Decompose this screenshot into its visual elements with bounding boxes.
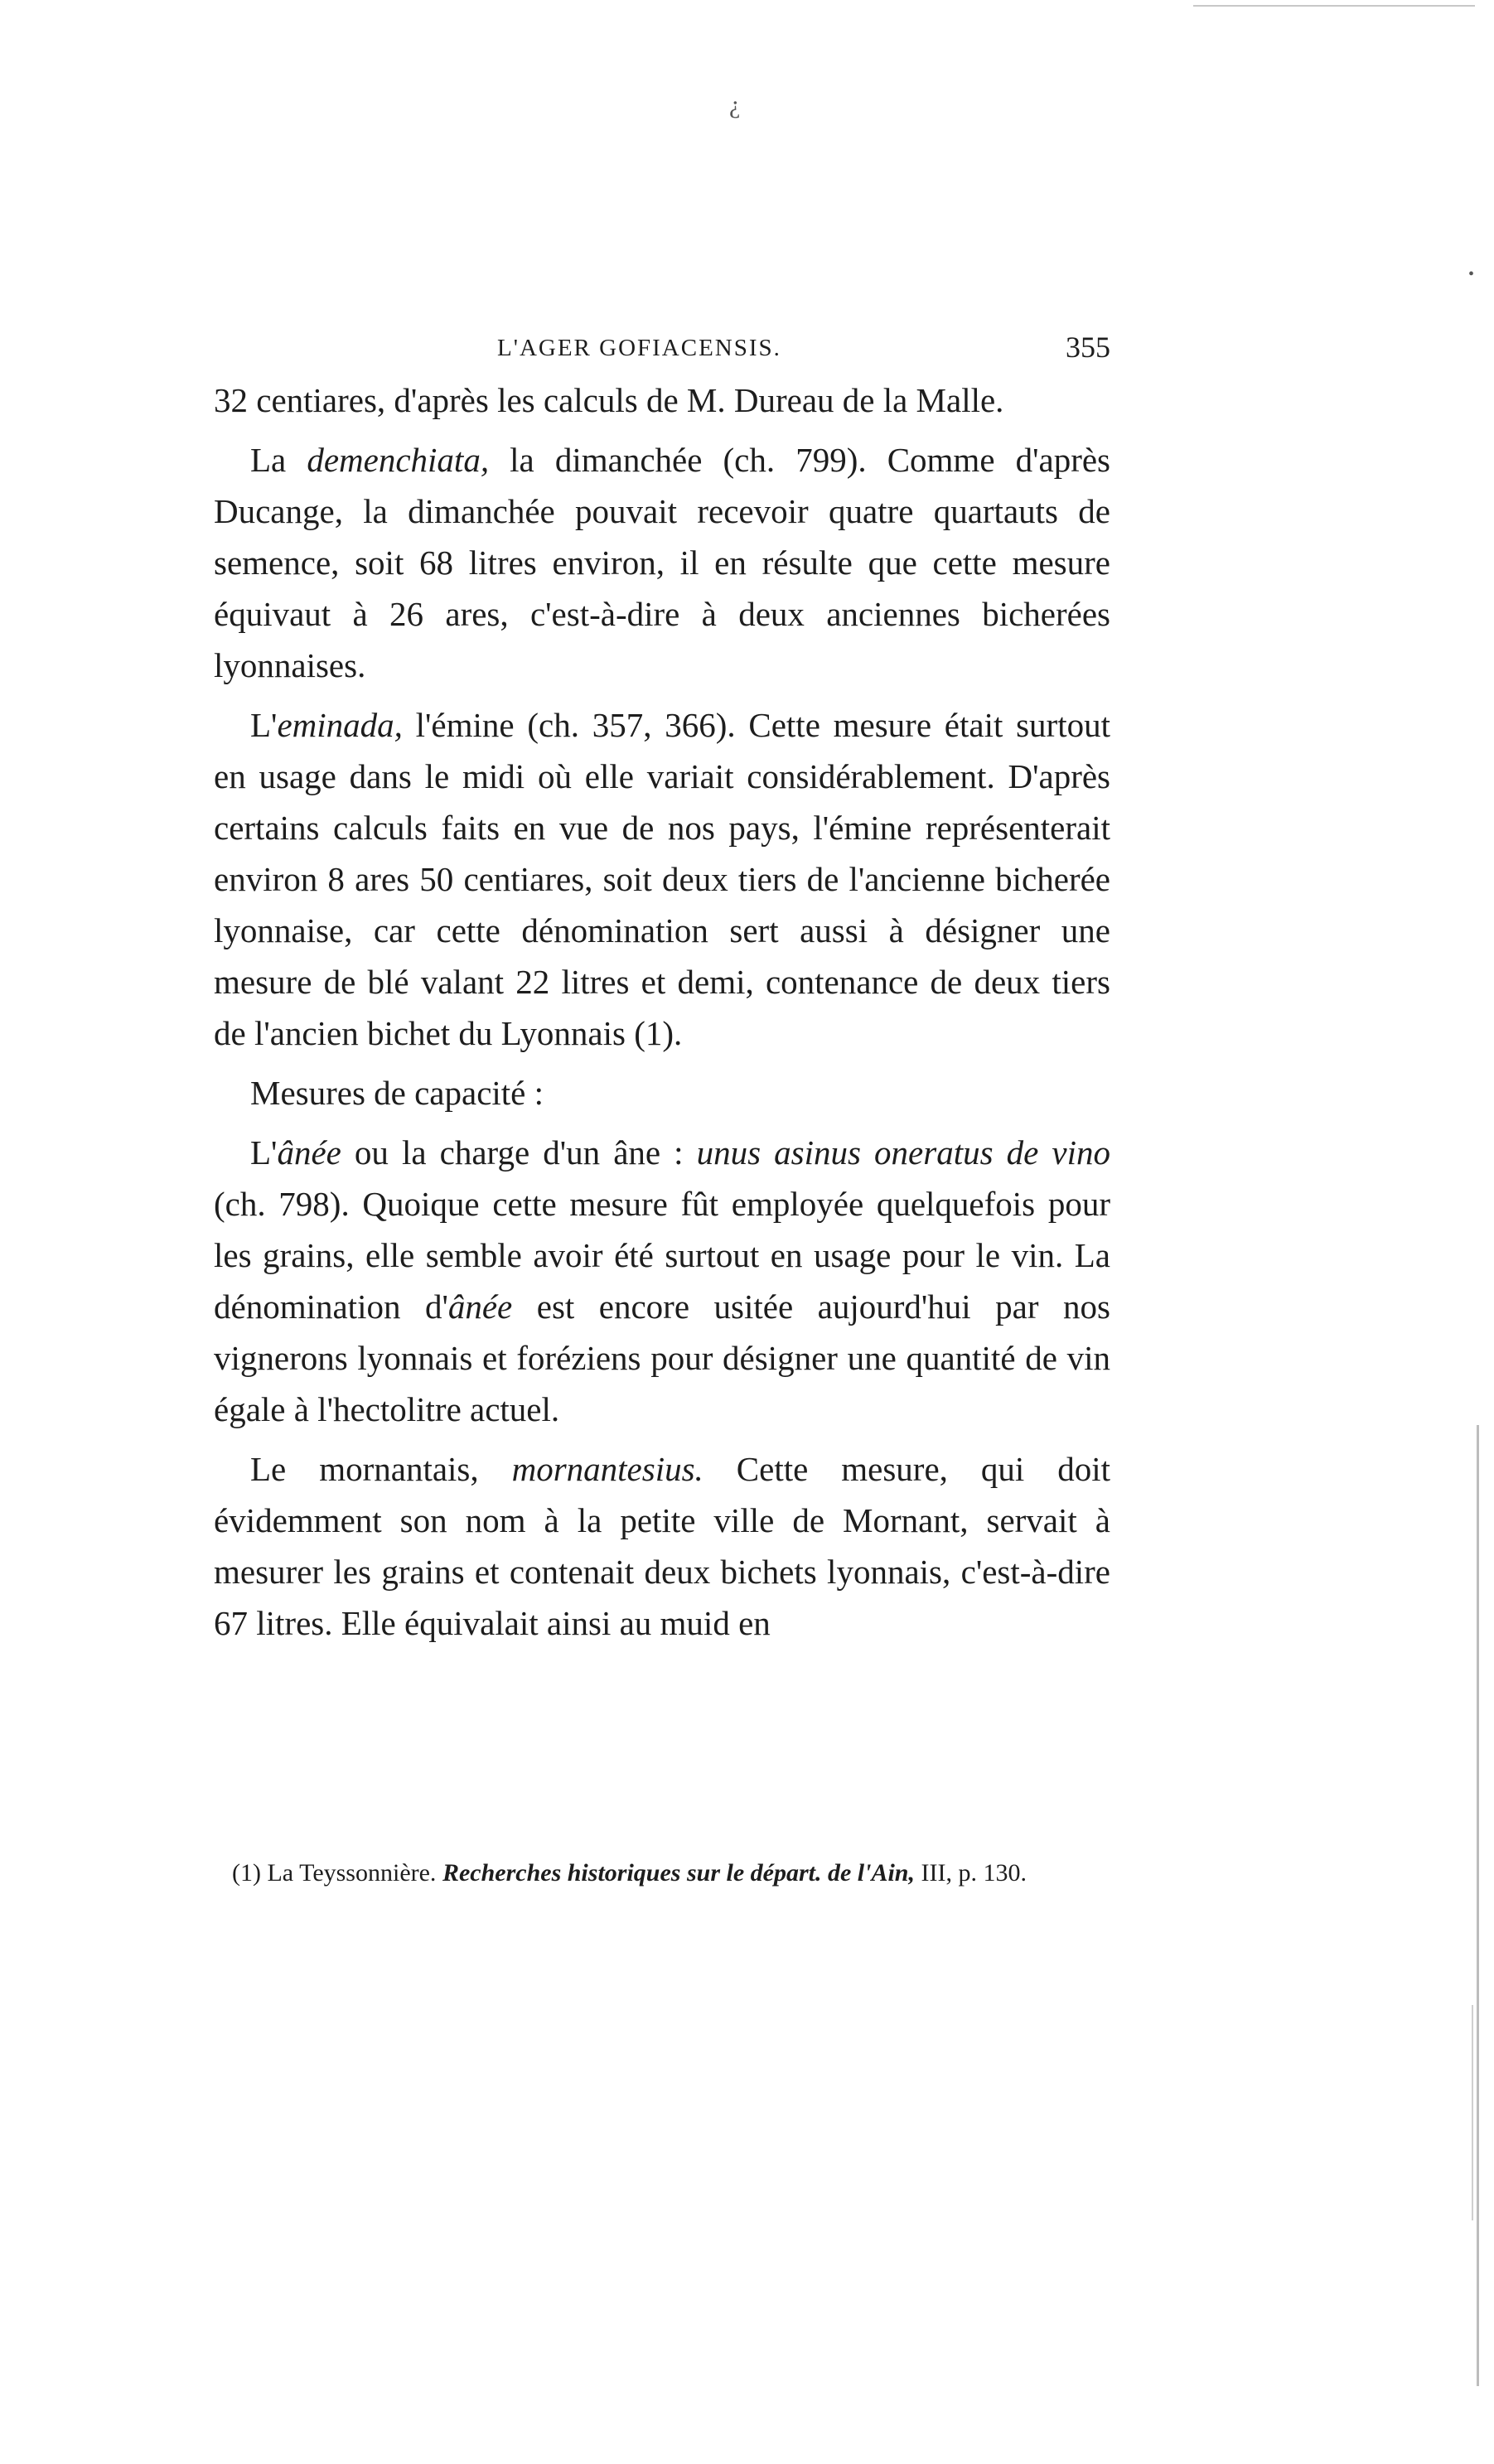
footnote-author: La Teyssonnière.: [267, 1859, 437, 1887]
paragraph: La demenchiata, la dimanchée (ch. 799). Comme d'après Ducange, la dimanchée pouvait recevoir quatre quartauts de semence, soit 68 litres environ, il en résulte que cette mesure équivaut à 26 ares, c'est-à-dire à deux anciennes bicherées lyonnaises.: [214, 441, 1110, 684]
term-italic: demenchiata,: [307, 441, 490, 479]
page-number: 355: [1066, 331, 1110, 364]
paragraph: Le mornantais, mornantesius. Cette mesure, qui doit évidemment son nom à la petite ville de Mornant, servait à mesurer les grains et contenait deux bichets lyonnais, c'est-à-dire 67 litres. Elle équivalait ainsi au muid en: [214, 1450, 1110, 1642]
paper-speck: •: [1468, 265, 1475, 283]
latin-quote: unus asinus oneratus de vino: [696, 1133, 1110, 1172]
page-edge-right-inner: [1472, 2005, 1473, 2220]
paragraph: 32 centiares, d'après les calculs de M. Dureau de la Malle.: [214, 381, 1004, 419]
paper-speck: ¿: [729, 91, 741, 118]
paragraph: L'ânée ou la charge d'un âne : unus asinus oneratus de vino (ch. 798). Quoique cette mesure fût employée quelquefois pour les grains, elle semble avoir été surtout en usage pour le vin. La dénomination d'ânée est encore usitée aujourd'hui par nos vignerons lyonnais et foréziens pour désigner une quantité de vin égale à l'hectolitre actuel.: [214, 1133, 1110, 1428]
page-edge-top: [1193, 5, 1475, 7]
term-italic: ânée: [277, 1133, 341, 1172]
term-italic: ânée: [447, 1288, 513, 1326]
paragraph: L'eminada, l'émine (ch. 357, 366). Cette mesure était surtout en usage dans le midi où elle variait considérablement. D'après certains calculs faits en vue de nos pays, l'émine représenterait environ 8 ares 50 centiares, soit deux tiers de l'ancienne bicherée lyonnaise, car cette dénomination sert aussi à désigner une mesure de blé valant 22 litres et demi, contenance de deux tiers de l'ancien bichet du Lyonnais (1).: [214, 706, 1110, 1052]
page-edge-right: [1477, 1425, 1479, 2386]
page-header: [214, 330, 1110, 371]
running-title: L'AGER GOFIACENSIS.: [497, 335, 781, 361]
term-italic: eminada,: [277, 706, 403, 744]
body-text: [214, 374, 1110, 1657]
section-heading: Mesures de capacité :: [250, 1074, 544, 1112]
term-italic: mornantesius.: [511, 1450, 703, 1488]
footnote: [214, 1854, 1110, 1892]
footnote-reference: III, p. 130.: [921, 1859, 1027, 1887]
footnote-marker: (1): [232, 1859, 261, 1887]
footnote-title: Recherches historiques sur le départ. de l'Ain,: [442, 1859, 915, 1887]
